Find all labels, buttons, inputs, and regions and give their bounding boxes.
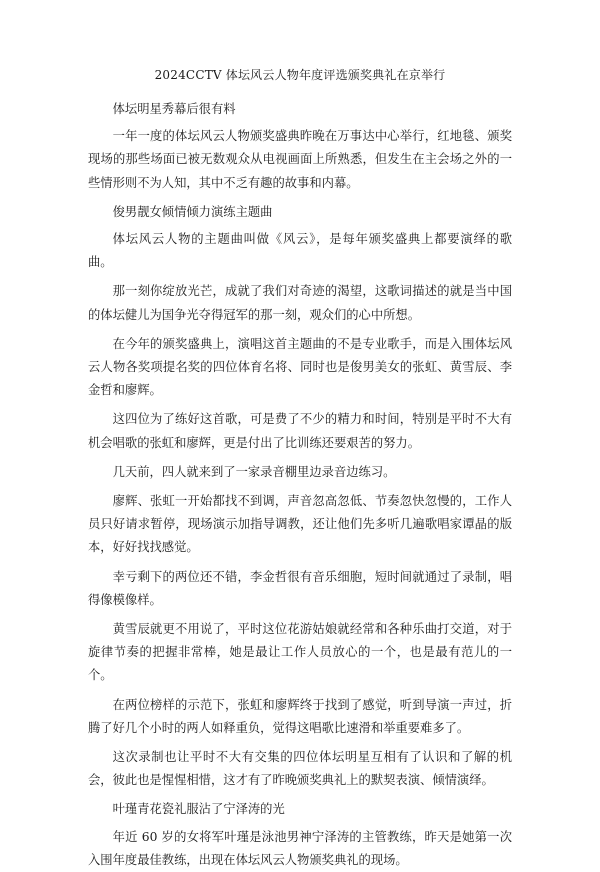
paragraph: 一年一度的体坛风云人物颁奖盛典昨晚在万事达中心举行，红地毯、颁奖现场的那些场面已被无数观众从电视画面上所熟悉，但发生在主会场之外的一些情形则不为人知，其中不乏有趣的故事和内幕。 [88,129,512,190]
document-title: 2024CCTV 体坛风云人物年度评选颁奖典礼在京举行 [154,68,446,82]
paragraph: 幸亏剩下的两位还不错，李金哲很有音乐细胞，短时间就通过了录制，唱得像模像样。 [88,569,512,607]
paragraph: 那一刻你绽放光芒，成就了我们对奇迹的渴望，这歌词描述的就是当中国的体坛健儿为国争光夺得冠军的那一刻，观众们的心中所想。 [88,284,512,322]
paragraph: 几天前，四人就来到了一家录音棚里边录音边练习。 [112,464,396,479]
section-subtitle: 体坛明星秀幕后很有料 [112,102,236,116]
paragraph: 这四位为了练好这首歌，可是费了不少的精力和时间，特别是平时不大有机会唱歌的张虹和廖辉，更是付出了比训练还要艰苦的努力。 [88,412,512,450]
section-subtitle: 叶瑾青花瓷礼服沾了宁泽涛的光 [112,802,285,817]
section-subtitle: 俊男靓女倾情倾力演练主题曲 [112,204,273,219]
paragraph: 这次录制也让平时不大有交集的四位体坛明星互相有了认识和了解的机会，彼此也是惺惺相惜，这才有了昨晚颁奖典礼上的默契表演、倾情演绎。 [88,750,512,788]
paragraph: 年近 60 岁的女将军叶瑾是泳池男神宁泽涛的主管教练，昨天是她第一次入围年度最佳教练，出现在体坛风云人物颁奖典礼的现场。 [88,829,512,867]
paragraph: 在两位榜样的示范下，张虹和廖辉终于找到了感觉，听到导演一声过，折腾了好几个小时的两人如释重负，觉得这唱歌比速滑和举重要难多了。 [88,697,512,735]
paragraph: 体坛风云人物的主题曲叫做《风云》，是每年颁奖盛典上都要演绎的歌曲。 [88,232,512,270]
paragraph: 黄雪辰就更不用说了，平时这位花游姑娘就经常和各种乐曲打交道，对于旋律节奏的把握非常棒，她是最让工作人员放心的一个，也是最有范儿的一个。 [88,622,512,683]
paragraph: 在今年的颁奖盛典上，演唱这首主题曲的不是专业歌手，而是入围体坛风云人物各奖项提名奖的四位体育名将、同时也是俊男美女的张虹、黄雪辰、李金哲和廖辉。 [88,336,512,398]
paragraph: 廖辉、张虹一开始都找不到调，声音忽高忽低、节奏忽快忽慢的，工作人员只好请求暂停，现场演示加指导调教，还让他们先多听几遍歌唱家谭晶的版本，好好找找感觉。 [88,494,512,555]
